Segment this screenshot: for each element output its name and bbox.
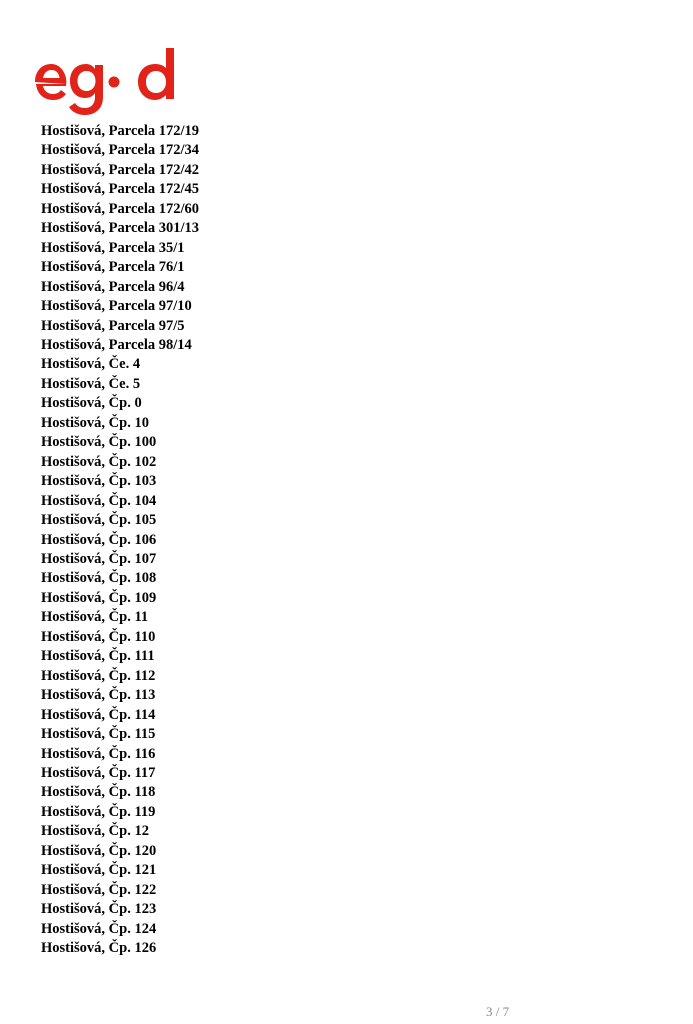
address-item: Hostišová, Čp. 108 [41, 570, 157, 587]
address-item: Hostišová, Čp. 119 [41, 803, 156, 820]
address-item: Hostišová, Čp. 107 [41, 550, 157, 567]
address-item: Hostišová, Parcela 98/14 [41, 336, 192, 353]
address-item: Hostišová, Čp. 115 [41, 726, 156, 743]
address-item: Hostišová, Čp. 111 [41, 648, 155, 665]
egd-logo-icon [32, 44, 182, 116]
address-item: Hostišová, Parcela 76/1 [41, 259, 185, 276]
address-item: Hostišová, Čp. 113 [41, 687, 156, 704]
address-item: Hostišová, Parcela 301/13 [41, 220, 200, 237]
address-item: Hostišová, Čp. 105 [41, 512, 157, 529]
address-item: Hostišová, Čp. 117 [41, 764, 156, 781]
egd-logo [32, 44, 182, 116]
page-number: 3 / 7 [486, 1004, 510, 1019]
address-item: Hostišová, Čp. 126 [41, 940, 157, 957]
address-item: Hostišová, Parcela 172/19 [41, 123, 200, 139]
address-item: Hostišová, Čp. 124 [41, 920, 157, 937]
address-item: Hostišová, Čp. 123 [41, 901, 157, 918]
address-item: Hostišová, Parcela 172/42 [41, 161, 200, 178]
address-item: Hostišová, Čp. 114 [41, 706, 156, 723]
address-item: Hostišová, Čp. 103 [41, 473, 157, 490]
address-item: Hostišová, Parcela 172/34 [41, 142, 200, 159]
address-item: Hostišová, Čp. 10 [41, 414, 149, 431]
address-item: Hostišová, Čp. 104 [41, 492, 157, 509]
address-item: Hostišová, Čp. 112 [41, 667, 156, 684]
address-item: Hostišová, Če. 5 [41, 375, 141, 392]
address-item: Hostišová, Parcela 97/5 [41, 317, 185, 334]
address-item: Hostišová, Parcela 35/1 [41, 239, 185, 256]
address-item: Hostišová, Čp. 102 [41, 453, 157, 470]
address-item: Hostišová, Čp. 109 [41, 589, 157, 606]
address-item: Hostišová, Čp. 120 [41, 842, 157, 859]
address-item: Hostišová, Čp. 122 [41, 881, 157, 898]
address-item: Hostišová, Čp. 0 [41, 395, 142, 412]
address-item: Hostišová, Čp. 12 [41, 823, 149, 840]
address-item: Hostišová, Parcela 172/60 [41, 200, 200, 217]
address-item: Hostišová, Čp. 106 [41, 531, 157, 548]
address-item: Hostišová, Čp. 11 [41, 609, 149, 626]
address-item: Hostišová, Čp. 116 [41, 745, 156, 762]
address-item: Hostišová, Parcela 172/45 [41, 181, 200, 198]
address-list [41, 122, 199, 958]
address-item: Hostišová, Če. 4 [41, 356, 141, 373]
address-item: Hostišová, Čp. 100 [41, 434, 157, 451]
address-item: Hostišová, Parcela 96/4 [41, 278, 185, 295]
address-item: Hostišová, Parcela 97/10 [41, 298, 192, 315]
address-item: Hostišová, Čp. 121 [41, 862, 157, 879]
address-item: Hostišová, Čp. 110 [41, 628, 156, 645]
address-item: Hostišová, Čp. 118 [41, 784, 156, 801]
